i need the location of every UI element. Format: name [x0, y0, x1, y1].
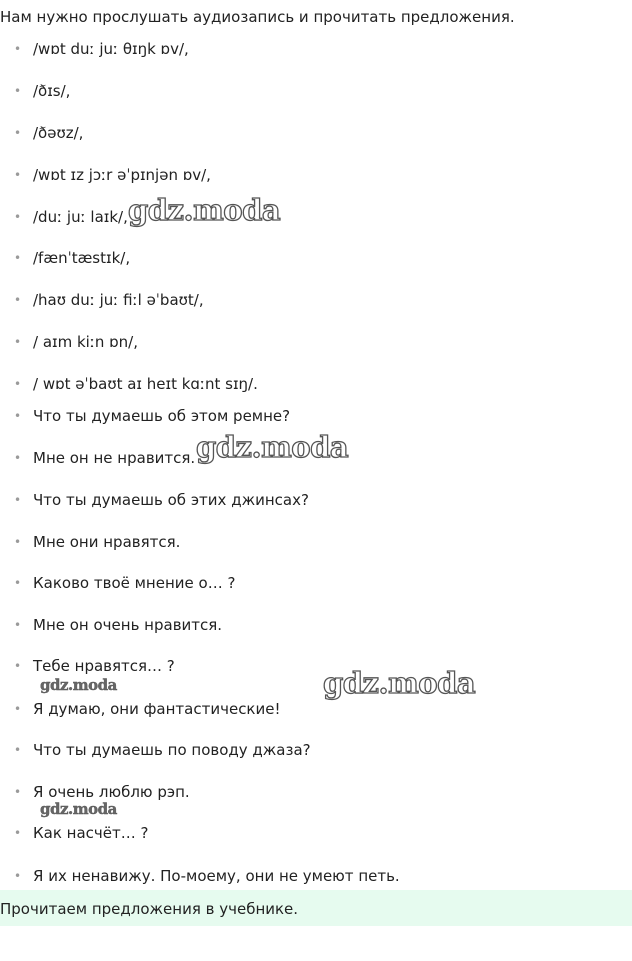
- list-item: [14, 374, 258, 394]
- list-item-text: /wɒt duː juː θɪŋk ɒv/,: [33, 40, 189, 58]
- bullet-icon: •: [14, 251, 22, 265]
- bullet-icon: •: [14, 210, 22, 224]
- list-item: [14, 39, 189, 59]
- bullet-icon: •: [14, 785, 22, 799]
- bullet-icon: •: [14, 576, 22, 590]
- list-item-text: Каково твоё мнение о… ?: [33, 574, 236, 592]
- list-item: [14, 699, 281, 719]
- list-item-text: /ðɪs/,: [33, 82, 71, 100]
- list-item: [14, 165, 211, 185]
- bullet-icon: •: [14, 743, 22, 757]
- list-item-text: Что ты думаешь об этих джинсах?: [33, 491, 309, 509]
- list-item: [14, 248, 130, 268]
- bullet-icon: •: [14, 293, 22, 307]
- watermark-logo: gdz.moda: [40, 676, 117, 694]
- list-item: [14, 656, 175, 676]
- watermark-logo: gdz.moda: [323, 666, 476, 700]
- bullet-icon: •: [14, 659, 22, 673]
- list-item: [14, 573, 235, 593]
- list-item: [14, 332, 138, 352]
- list-item-text: /fænˈtæstɪk/,: [33, 249, 131, 267]
- list-item-text: /haʊ duː juː fiːl əˈbaʊt/,: [33, 291, 204, 309]
- list-item: [14, 490, 309, 510]
- list-item-text: Мне он очень нравится.: [33, 616, 223, 634]
- list-item: [14, 123, 83, 143]
- list-item-text: /ðəʊz/,: [33, 124, 84, 142]
- list-item-text: / wɒt əˈbaʊt aɪ heɪt kɑːnt sɪŋ/.: [33, 375, 258, 393]
- list-item-text: Что ты думаешь об этом ремне?: [33, 407, 291, 425]
- list-item: [14, 782, 190, 802]
- watermark-logo: gdz.moda: [40, 800, 117, 818]
- list-item-text: /wɒt ɪz jɔːr əˈpɪnjən ɒv/,: [33, 166, 211, 184]
- bullet-icon: •: [14, 409, 22, 423]
- bullet-icon: •: [14, 535, 22, 549]
- bullet-icon: •: [14, 826, 22, 840]
- bullet-icon: •: [14, 42, 22, 56]
- footer-text: Прочитаем предложения в учебнике.: [0, 900, 299, 918]
- bullet-icon: •: [14, 377, 22, 391]
- list-item: [14, 406, 290, 426]
- bullet-icon: •: [14, 451, 22, 465]
- list-item: [14, 290, 204, 310]
- bullet-icon: •: [14, 493, 22, 507]
- list-item: [14, 740, 311, 760]
- list-item-text: Я очень люблю рэп.: [33, 783, 190, 801]
- list-item: [14, 81, 70, 101]
- intro-text: Нам нужно прослушать аудиозапись и прочитать предложения.: [0, 8, 515, 26]
- bullet-icon: •: [14, 702, 22, 716]
- list-item-text: Мне они нравятся.: [33, 533, 181, 551]
- footer-banner: [0, 890, 632, 926]
- bullet-icon: •: [14, 869, 22, 883]
- list-item-text: Что ты думаешь по поводу джаза?: [33, 741, 311, 759]
- list-item-text: Тебе нравятся… ?: [33, 657, 175, 675]
- list-item: [14, 448, 195, 468]
- list-item: [14, 207, 128, 227]
- list-item-text: Мне он не нравится.: [33, 449, 196, 467]
- list-item-text: Как насчёт… ?: [33, 824, 149, 842]
- list-item: [14, 615, 222, 635]
- watermark-logo: gdz.moda: [128, 193, 281, 227]
- bullet-icon: •: [14, 84, 22, 98]
- watermark-logo: gdz.moda: [196, 430, 349, 464]
- list-item-text: / aɪm kiːn ɒn/,: [33, 333, 138, 351]
- bullet-icon: •: [14, 168, 22, 182]
- list-item: [14, 866, 400, 886]
- list-item-text: Я их ненавижу. По-моему, они не умеют петь.: [33, 867, 400, 885]
- bullet-icon: •: [14, 618, 22, 632]
- bullet-icon: •: [14, 126, 22, 140]
- bullet-icon: •: [14, 335, 22, 349]
- list-item: [14, 532, 180, 552]
- list-item-text: Я думаю, они фантастические!: [33, 700, 281, 718]
- list-item-text: /duː juː laɪk/,: [33, 208, 128, 226]
- list-item: [14, 823, 148, 843]
